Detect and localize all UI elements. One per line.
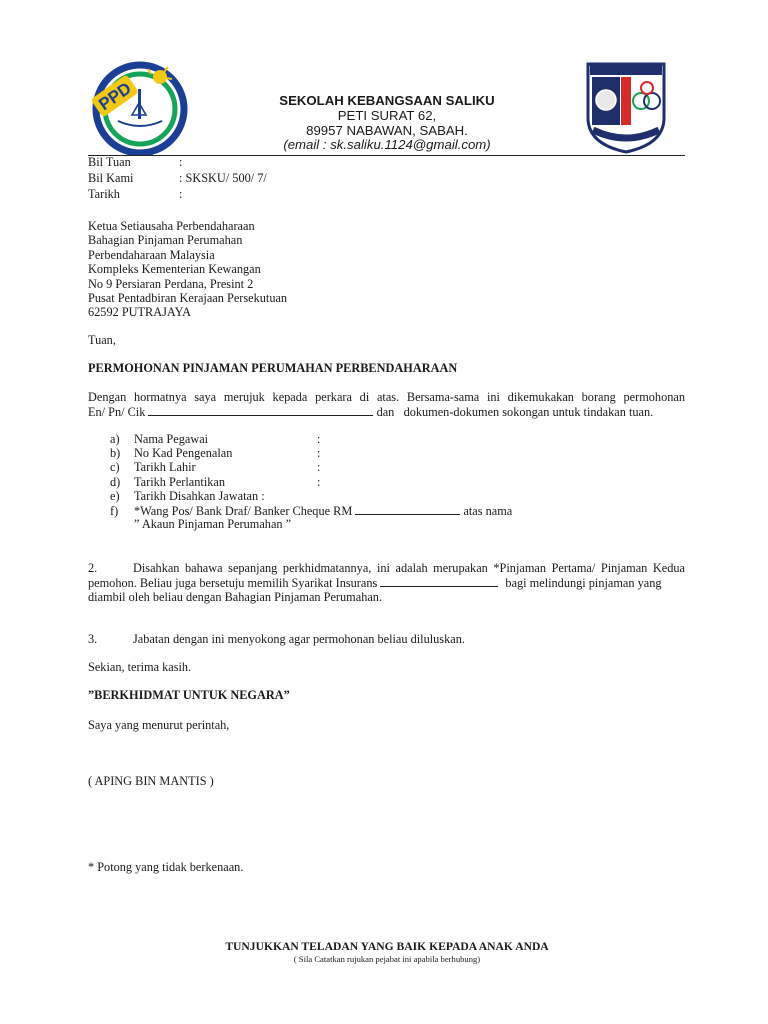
para2-line-3: diambil oleh beliau dengan Bahagian Pinjaman Perumahan. — [88, 590, 383, 604]
para2-line-2 — [88, 575, 685, 590]
item-label: *Wang Pos/ Bank Draf/ Banker Cheque RM — [134, 503, 353, 518]
intro-line-2 — [88, 404, 653, 419]
applicant-details-list — [110, 432, 512, 531]
item-colon: : — [317, 474, 321, 489]
reference-label: Bil Tuan — [88, 155, 131, 169]
item-colon: : — [317, 432, 321, 446]
para3-number: 3. — [88, 632, 98, 646]
list-item — [110, 503, 512, 517]
motto: ”BERKHIDMAT UNTUK NEGARA” — [88, 688, 290, 702]
item-marker: e) — [110, 488, 120, 503]
reference-row — [88, 187, 182, 201]
recipient-line: 62592 PUTRAJAYA — [88, 305, 192, 320]
para2-number: 2. — [88, 561, 98, 575]
list-item — [110, 489, 512, 503]
svg-text:PPD: PPD — [95, 78, 135, 115]
para2-prefix: pemohon. Beliau juga bersetuju memilih Syarikat Insurans — [88, 576, 378, 590]
item-label: Tarikh Perlantikan — [134, 474, 225, 489]
letter-subject: PERMOHONAN PINJAMAN PERUMAHAN PERBENDAHARAAN — [88, 361, 458, 375]
item-label: No Kad Pengenalan — [134, 446, 233, 461]
reference-value: : — [179, 155, 183, 169]
recipient-line: No 9 Persiaran Perdana, Presint 2 — [88, 276, 254, 291]
insurance-blank[interactable] — [380, 575, 498, 587]
item-colon: : — [317, 460, 321, 475]
salutation: Tuan, — [88, 333, 116, 347]
footer-slogan: TUNJUKKAN TELADAN YANG BAIK KEPADA ANAK ANDA — [225, 940, 549, 953]
list-item — [110, 517, 512, 531]
item-marker: a) — [110, 432, 120, 446]
list-item — [110, 446, 512, 460]
conjunction: dan — [376, 405, 395, 419]
item-marker: b) — [110, 446, 121, 461]
recipient-line: Perbendaharaan Malaysia — [88, 247, 215, 262]
reference-value: : — [179, 187, 183, 201]
para3-text: Jabatan dengan ini menyokong agar permohonan beliau diluluskan. — [133, 632, 465, 646]
recipient-line: Ketua Setiausaha Perbendaharaan — [88, 219, 255, 233]
intro-suffix: dokumen-dokumen sokongan untuk tindakan tuan. — [403, 405, 654, 419]
list-item — [110, 432, 512, 446]
item-label: Tarikh Lahir — [134, 460, 196, 475]
amount-blank[interactable] — [355, 503, 460, 515]
list-item — [110, 475, 512, 489]
item-suffix: atas nama — [463, 503, 513, 518]
item-label: Tarikh Disahkan Jawatan : — [134, 488, 265, 503]
item-colon: : — [317, 446, 321, 461]
sign-off: Saya yang menurut perintah, — [88, 718, 230, 732]
list-item — [110, 460, 512, 474]
para2-suffix: bagi melindungi pinjaman yang — [505, 576, 662, 590]
closing: Sekian, terima kasih. — [88, 660, 192, 674]
intro-line-1: Dengan hormatnya saya merujuk kepada perkara di atas. Bersama-sama ini dikemukakan borang permohonan — [88, 390, 685, 404]
applicant-name-blank[interactable] — [148, 404, 373, 416]
recipient-line: Bahagian Pinjaman Perumahan — [88, 233, 243, 248]
item-marker: d) — [110, 474, 121, 489]
address-line-2: 89957 NABAWAN, SABAH. — [306, 123, 468, 138]
reference-label: Tarikh — [88, 187, 120, 201]
reference-row — [88, 155, 182, 169]
recipient-address — [88, 219, 287, 320]
reference-label: Bil Kami — [88, 171, 134, 185]
reference-row — [88, 171, 267, 185]
school-email: (email : sk.saliku.1124@gmail.com) — [283, 137, 491, 152]
address-line-1: PETI SURAT 62, — [337, 108, 437, 123]
school-name: SEKOLAH KEBANGSAAN SALIKU — [279, 93, 495, 108]
reference-value: : SKSKU/ 500/ 7/ — [179, 171, 267, 185]
item-marker: f) — [110, 503, 119, 518]
recipient-line: Pusat Pentadbiran Kerajaan Persekutuan — [88, 291, 288, 306]
recipient-line: Kompleks Kementerian Kewangan — [88, 262, 261, 277]
item-label: Nama Pegawai — [134, 432, 209, 446]
item-marker: c) — [110, 460, 120, 475]
footnote: * Potong yang tidak berkenaan. — [88, 860, 244, 874]
account-name: ” Akaun Pinjaman Perumahan ” — [134, 517, 292, 532]
para2-text-1: Disahkan bahawa sepanjang perkhidmatannya, ini adalah merupakan *Pinjaman Pertama/ Pinjaman Kedua — [133, 561, 685, 575]
footer-note: ( Sila Catatkan rujukan pejabat ini apabila berhubung) — [293, 954, 481, 964]
signatory-name: ( APING BIN MANTIS ) — [88, 774, 214, 788]
applicant-title: En/ Pn/ Cik — [88, 405, 146, 419]
